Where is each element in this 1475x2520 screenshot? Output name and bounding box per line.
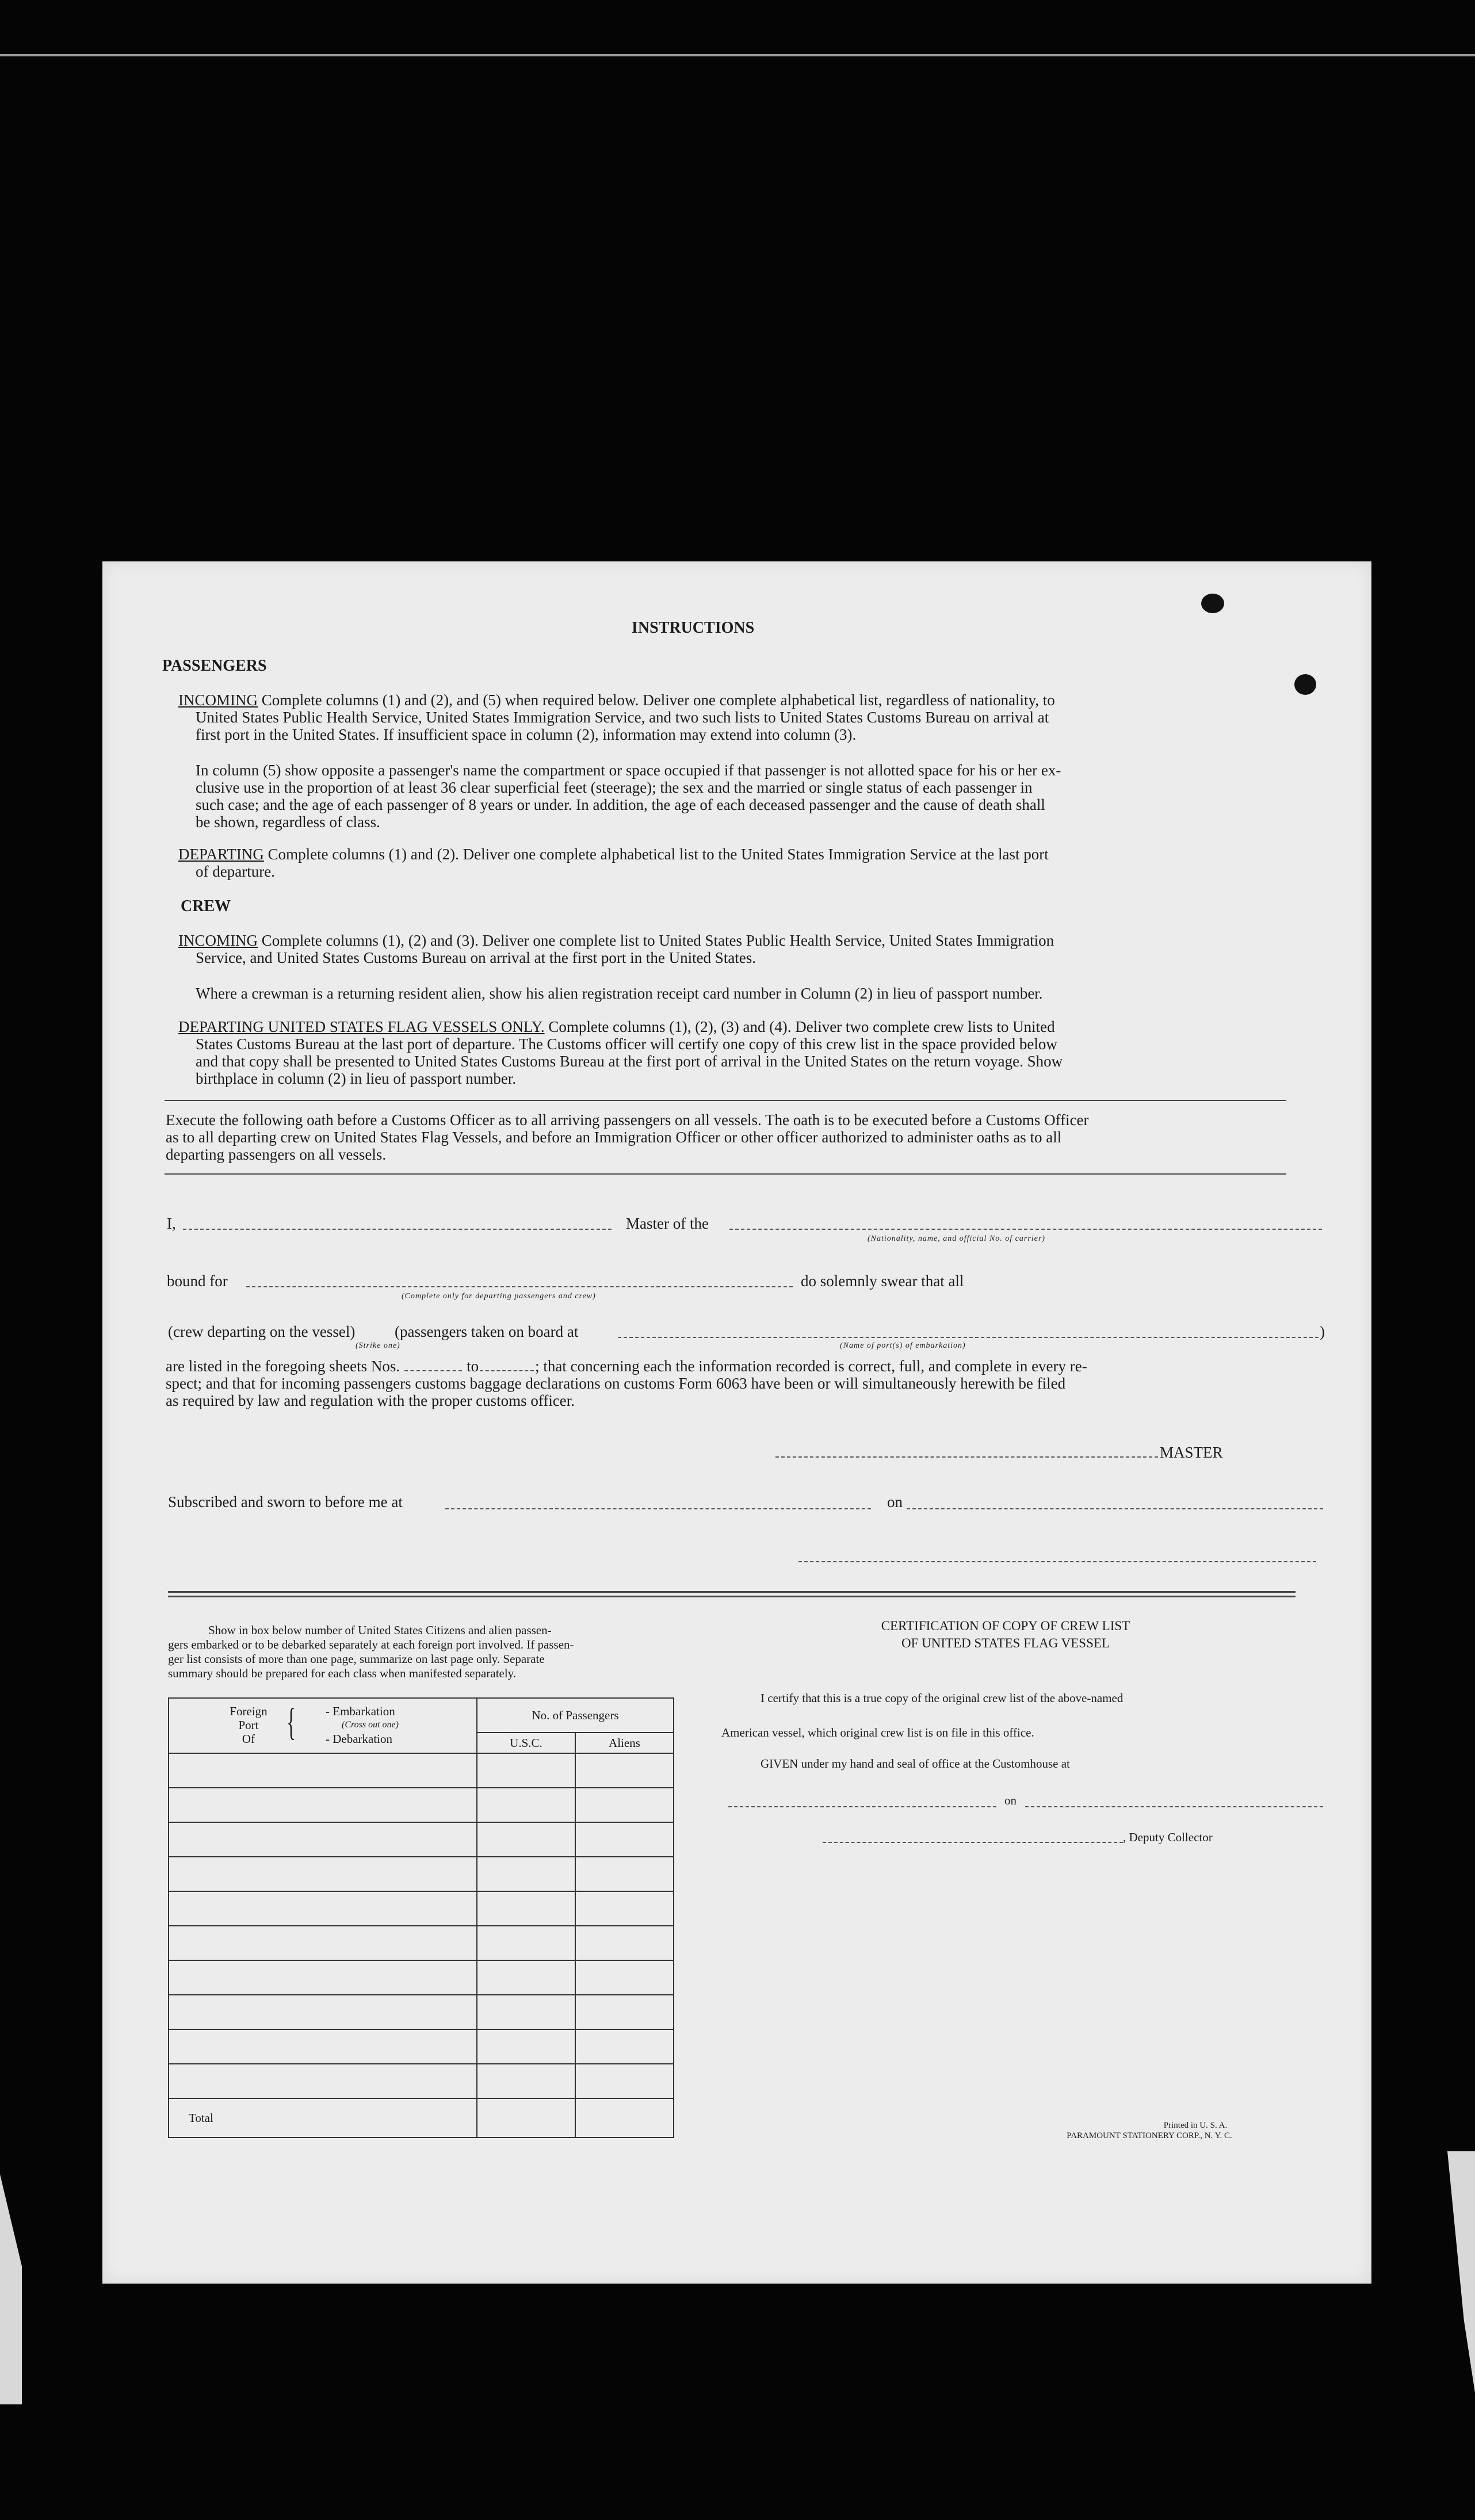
deputy-signature-field[interactable] [823,1842,1123,1843]
table-row[interactable] [169,1995,674,2029]
divider [165,1173,1286,1175]
carrier-caption: (Nationality, name, and official No. of carrier) [868,1234,1045,1243]
resident-alien-line: Where a crewman is a returning resident alien, show his alien registration receipt card number in Column (2) in lieu of passport number. [196,985,1043,1002]
crew-departing-option[interactable]: (crew departing on the vessel) [168,1323,356,1340]
no-passengers-header: No. of Passengers [477,1698,674,1733]
usc-header: U.S.C. [477,1733,575,1753]
ports-of-embarkation-field[interactable] [618,1337,1319,1338]
passengers-departing-line: of departure. [196,863,275,880]
double-divider [168,1591,1296,1593]
certification-text: I certify that this is a true copy of the original crew list of the above-named [761,1691,1124,1705]
port-header-cell: Foreign Port Of { - Embarkation (Cross out one) - Debarkation [169,1698,477,1753]
table-row[interactable] [169,1926,674,1960]
listed-line: spect; and that for incoming passengers customs baggage declarations on customs Form 6063 have been or will simultaneously herewith be filed [166,1375,1066,1392]
column5-paragraph: be shown, regardless of class. [196,813,380,831]
ports-caption: (Name of port(s) of embarkation) [840,1341,966,1350]
bound-for-field[interactable] [246,1286,793,1287]
sworn-on-label: on [887,1493,903,1511]
oath-intro-line: Execute the following oath before a Customs Officer as to all arriving passengers on all vessels. The oath is to be executed before a Customs Officer [166,1111,1089,1129]
table-row[interactable] [169,1960,674,1995]
passenger-summary-table [168,1697,674,2138]
oath-intro-line: as to all departing crew on United States Flag Vessels, and before an Immigration Officer or other officer authorized to administer oaths as to all [166,1129,1062,1146]
embarkation-option[interactable]: - Embarkation [326,1704,395,1718]
aliens-header: Aliens [575,1733,674,1753]
column5-paragraph: such case; and the age of each passenger of 8 years or under. In addition, the age of each deceased passenger and the cause of death shall [196,796,1045,813]
master-of-the-label: Master of the [626,1215,709,1232]
double-divider [168,1596,1296,1597]
certification-text: GIVEN under my hand and seal of office at the Customhouse at [761,1757,1070,1770]
certification-date-field[interactable] [1025,1806,1323,1807]
instructions-title: INSTRUCTIONS [632,619,755,637]
table-row[interactable] [169,2029,674,2064]
solemnly-swear-label: do solemnly swear that all [801,1272,964,1290]
passengers-incoming-line: United States Public Health Service, United States Immigration Service, and two such lists to United States Customs Bureau on arrival at [196,709,1049,726]
table-row[interactable] [169,1891,674,1926]
passengers-heading: PASSENGERS [162,657,267,675]
sheet-from-field[interactable] [404,1370,462,1371]
crew-departing-line: States Customs Bureau at the last port of departure. The Customs officer will certify one copy of this crew list in the space provided below [196,1035,1057,1053]
certification-title: CERTIFICATION OF COPY OF CREW LIST OF UNITED STATES FLAG VESSEL [881,1619,1130,1650]
summary-text: Show in box below number of United States Citizens and alien passen- gers embarked or to be debarked separately at each foreign port involved. If passen- ger list consists of more than one page, summarize on last page only. Separate summary should be prepared for each class when manifested separately. [168,1623,574,1680]
passengers-departing-line: DEPARTING Complete columns (1) and (2). Deliver one complete alphabetical list to the United States Immigration Service at the last port [178,846,1049,863]
bound-for-caption: (Complete only for departing passengers and crew) [402,1292,596,1301]
film-edge-left [0,2174,22,2404]
table-header-row [169,1698,674,1733]
crew-departing-line: and that copy shall be presented to United States Customs Bureau at the first port of arrival in the United States on the return voyage. Show [196,1053,1063,1070]
master-label: MASTER [1160,1444,1223,1461]
listed-line: are listed in the foregoing sheets Nos. to ; that concerning each the information recorded is correct, full, and complete in every re- [166,1357,1087,1375]
oath-intro-line: departing passengers on all vessels. [166,1146,387,1163]
departing-label: DEPARTING [178,846,264,863]
debarkation-option[interactable]: - Debarkation [326,1732,393,1746]
film-edge-right [1447,2151,1475,2393]
column5-paragraph: In column (5) show opposite a passenger's name the compartment or space occupied if that passenger is not allotted space for his or her ex- [196,762,1061,779]
customhouse-field[interactable] [728,1806,996,1807]
crew-incoming-line: Service, and United States Customs Bureau on arrival at the first port in the United States. [196,949,756,966]
bound-for-label: bound for [167,1272,228,1290]
strike-one-caption: (Strike one) [356,1341,400,1350]
master-name-field[interactable] [183,1229,612,1230]
master-signature-field[interactable] [775,1456,1158,1458]
table-row[interactable] [169,1822,674,1857]
table-row[interactable] [169,2064,674,2098]
oath-i-label: I, [167,1215,176,1232]
officer-signature-field[interactable] [798,1561,1316,1562]
certification-text: American vessel, which original crew list is on file in this office. [721,1726,1034,1739]
film-top-border [0,54,1475,56]
carrier-field[interactable] [729,1229,1322,1230]
listed-line: as required by law and regulation with the proper customs officer. [166,1392,575,1409]
incoming-label: INCOMING [178,932,258,949]
crew-incoming-line: INCOMING Complete columns (1), (2) and (3). Deliver one complete list to United States Public Health Service, United States Immigration [178,932,1054,949]
table-row[interactable] [169,1857,674,1891]
certification-on-label: on [1004,1794,1017,1807]
table-row[interactable] [169,1753,674,1788]
ink-blot [1294,674,1316,695]
total-label: Total [169,2098,477,2137]
sworn-location-field[interactable] [445,1508,871,1509]
subscribed-label: Subscribed and sworn to before me at [168,1493,403,1511]
crew-heading: CREW [181,897,231,915]
printer-imprint: Printed in U. S. A. PARAMOUNT STATIONERY CORP., N. Y. C. [1067,2121,1232,2140]
table-row[interactable] [169,1788,674,1822]
column5-paragraph: clusive use in the proportion of at least 36 clear superficial feet (steerage); the sex and the married or single status of each passenger in [196,779,1033,796]
divider [165,1100,1286,1101]
passengers-incoming-line: first port in the United States. If insufficient space in column (2), information may extend into column (3). [196,726,857,743]
total-row[interactable] [169,2098,674,2137]
sheet-to-field[interactable] [480,1370,534,1371]
ink-blot [1201,594,1224,613]
incoming-label: INCOMING [178,691,258,709]
passengers-incoming-line: INCOMING Complete columns (1) and (2), and (5) when required below. Deliver one complete alphabetical list, regardless of nationality, to [178,691,1055,709]
close-paren: ) [1320,1323,1325,1340]
document-page [102,561,1371,2284]
sworn-date-field[interactable] [907,1508,1323,1509]
deputy-collector-label: , Deputy Collector [1123,1830,1213,1844]
cross-out-note: (Cross out one) [342,1720,399,1730]
passengers-taken-option[interactable]: (passengers taken on board at [395,1323,579,1340]
departing-label: DEPARTING UNITED STATES FLAG VESSELS ONLY. [178,1018,545,1035]
crew-departing-line: DEPARTING UNITED STATES FLAG VESSELS ONLY. Complete columns (1), (2), (3) and (4). Deliver two complete crew lists to United [178,1018,1055,1035]
brace-icon: { [286,1700,296,1743]
crew-departing-line: birthplace in column (2) in lieu of passport number. [196,1070,517,1087]
